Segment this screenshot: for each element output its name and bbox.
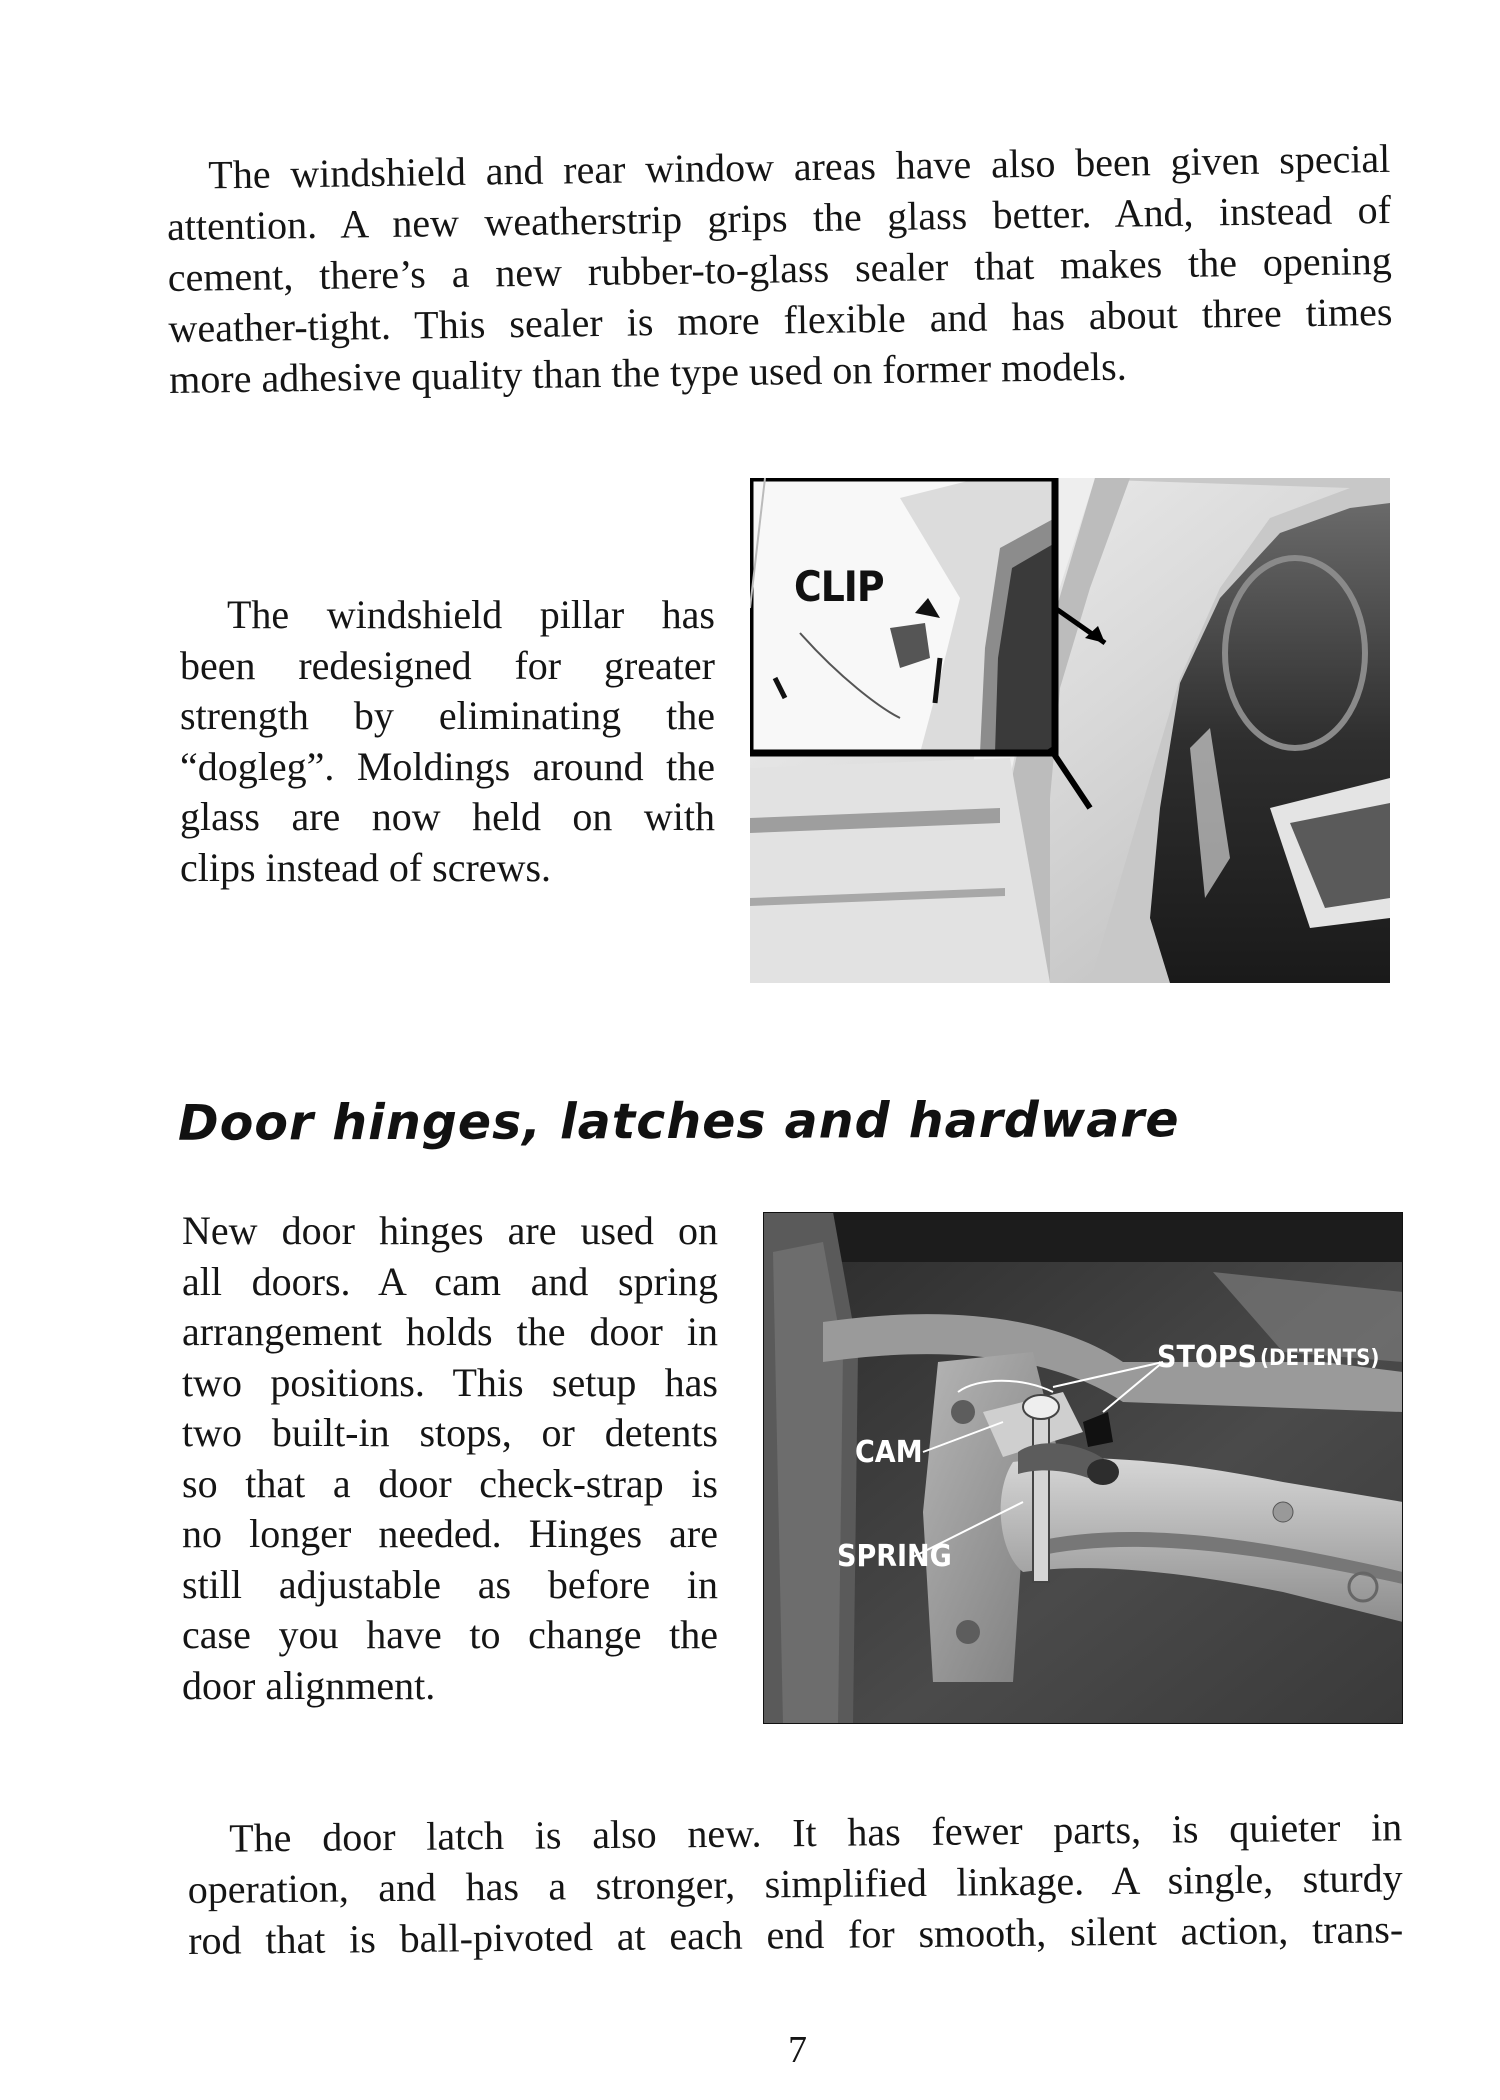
page-number: 7 xyxy=(788,2029,807,2071)
detents-callout: (DETENTS) xyxy=(1260,1346,1380,1371)
section-heading: Door hinges, latches and hardware xyxy=(177,1091,1180,1152)
text-line: operation, and has a stronger, simplified linkage. A single, sturdy xyxy=(187,1855,1403,1912)
text-line: so that a door check-strap is xyxy=(182,1460,718,1506)
text-line: no longer needed. Hinges are xyxy=(182,1511,718,1556)
text-line: The door latch is also new. It has fewer parts, is quieter in xyxy=(229,1804,1403,1861)
text-line: glass are now held on with xyxy=(180,794,715,839)
text-line: The windshield and rear window areas have also been given special xyxy=(208,135,1391,198)
door-hinge-photo xyxy=(763,1212,1403,1724)
text-line: still adjustable as before in xyxy=(182,1561,718,1607)
text-line: rod that is ball-pivoted at each end for smooth, silent action, trans- xyxy=(188,1906,1404,1963)
text-line: strength by eliminating the xyxy=(180,693,715,738)
windshield-pillar-illustration xyxy=(750,478,1390,983)
text-line: more adhesive quality than the type used on former models. xyxy=(168,343,1127,402)
text-line: weather-tight. This sealer is more flexible and has about three times xyxy=(168,288,1393,351)
text-line: New door hinges are used on xyxy=(182,1208,718,1253)
text-line: arrangement holds the door in xyxy=(182,1309,718,1354)
cam-callout: CAM xyxy=(855,1435,923,1470)
text-line: door alignment. xyxy=(182,1662,436,1708)
door-hinges-paragraph xyxy=(182,1206,718,1711)
spring-callout: SPRING xyxy=(837,1539,952,1574)
text-line: been redesigned for greater xyxy=(180,642,715,688)
stops-callout: STOPS xyxy=(1157,1340,1258,1375)
clip-callout: CLIP xyxy=(794,562,884,611)
door-latch-paragraph xyxy=(187,1801,1403,1966)
text-line: cement, there’s a new rubber-to-glass sealer that makes the opening xyxy=(167,237,1392,300)
text-line: all doors. A cam and spring xyxy=(182,1258,718,1304)
text-line: clips instead of screws. xyxy=(180,844,552,890)
text-line: attention. A new weatherstrip grips the glass better. And, instead of xyxy=(166,186,1392,249)
windshield-pillar-paragraph xyxy=(180,590,715,893)
text-line: two positions. This setup has xyxy=(182,1359,718,1405)
windshield-paragraph xyxy=(166,133,1393,405)
text-line: two built-in stops, or detents xyxy=(182,1410,718,1455)
windshield-pillar-photo xyxy=(750,478,1390,983)
text-line: “dogleg”. Moldings around the xyxy=(180,743,715,789)
text-line: case you have to change the xyxy=(182,1612,718,1657)
text-line: The windshield pillar has xyxy=(227,592,715,637)
